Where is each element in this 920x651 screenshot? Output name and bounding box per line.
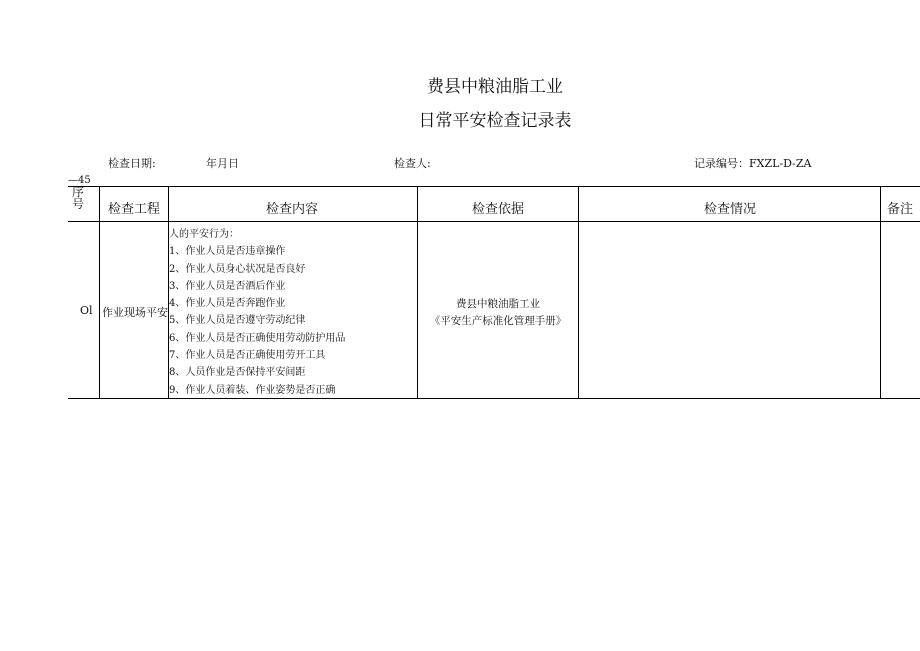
column-divider — [417, 186, 418, 399]
company-title: 费县中粮油脂工业 — [427, 77, 563, 97]
header-remarks: 备注 — [887, 202, 914, 217]
column-divider — [99, 186, 100, 399]
inspection-date-value: 年月日 — [206, 157, 239, 170]
content-item: 6、作业人员是否正确使用劳动防护用品 — [169, 332, 346, 344]
content-item: 2、作业人员身心状况是否良好 — [169, 263, 306, 275]
content-item: 1、作业人员是否违章操作 — [169, 246, 286, 258]
content-item: 7、作业人员是否正确使用劳开工具 — [169, 350, 326, 362]
content-item: 3、作业人员是否酒后作业 — [169, 280, 286, 292]
header-seq: 序号 — [71, 185, 84, 211]
table-header-divider — [68, 221, 920, 222]
content-item: 5、作业人员是否遵守劳动纪律 — [169, 315, 306, 327]
row-project: 作业现场平安 — [102, 306, 168, 319]
row-content — [169, 226, 345, 399]
content-item: 8、人员作业是否保持平安间距 — [169, 367, 306, 379]
content-item: 9、作业人员着装、作业姿势是否正确 — [169, 384, 336, 396]
content-item: 4、作业人员是否奔跑作业 — [169, 298, 286, 310]
inspection-date-label: 检查日期: — [108, 157, 156, 170]
record-number: 记录编号：FXZL-D-ZA — [694, 157, 812, 170]
header-status: 检查情况 — [704, 202, 757, 217]
row-basis — [418, 296, 578, 330]
header-content: 检查内容 — [266, 202, 319, 217]
content-item: 人的平安行为： — [169, 229, 239, 240]
header-basis: 检查依据 — [472, 202, 525, 217]
row-seq: Ol — [80, 304, 93, 317]
form-title: 日常平安检查记录表 — [418, 111, 572, 131]
column-divider — [880, 186, 881, 399]
header-project: 检查工程 — [108, 202, 161, 217]
basis-line: 费县中粮油脂工业 — [456, 298, 540, 310]
basis-line: 《平安生产标准化管理手册》 — [429, 315, 567, 327]
column-divider — [578, 186, 579, 399]
inspector-label: 检查人: — [394, 157, 431, 170]
page-marker: —45 — [68, 175, 91, 186]
table-border-top — [68, 186, 920, 187]
